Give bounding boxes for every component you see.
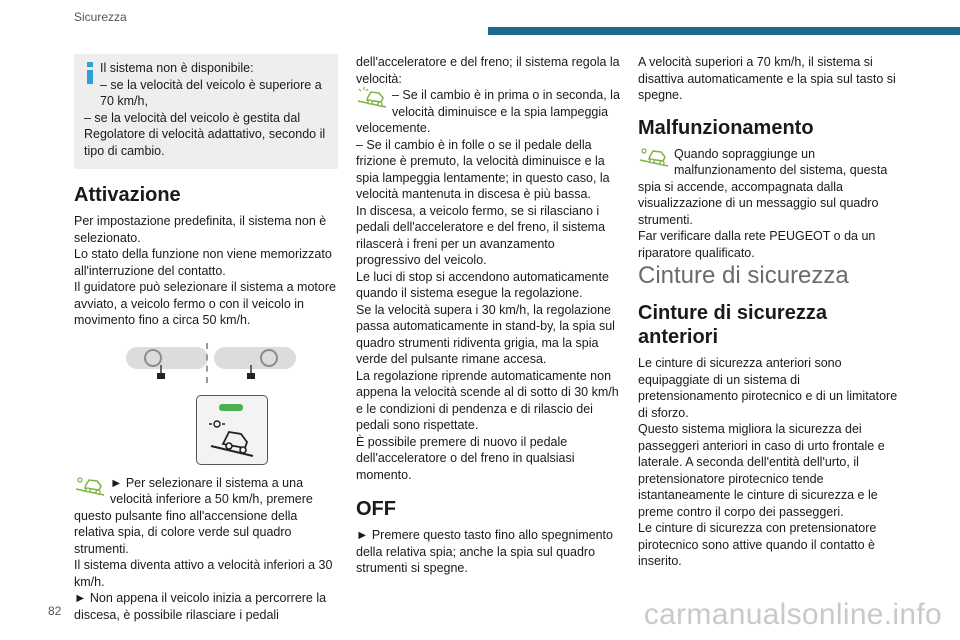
paragraph: dell'acceleratore e del freno; il sistema regola la velocità: <box>356 55 620 86</box>
paragraph: Le luci di stop si accendono automaticamente quando il sistema esegue la regolazione. <box>356 269 609 300</box>
column-3 <box>638 54 902 570</box>
info-line: Il sistema non è disponibile: <box>100 61 254 75</box>
watermark: carmanualsonline.info <box>643 598 942 631</box>
paragraph: – Se il cambio è in prima o in seconda, la velocità diminuisce e la spia lampeggia velocemente. <box>356 88 620 135</box>
paragraph: ► Non appena il veicolo inizia a percorrere la discesa, è possibile rilasciare i pedali <box>74 591 327 622</box>
fault-instruction <box>638 146 902 229</box>
paragraph: In discesa, a veicolo fermo, se si rilasciano i pedali dell'acceleratore e del freno, il sistema rilascerà i freni per un avanzamento progressivo del veicolo. <box>356 203 606 267</box>
paragraph: ► Premere questo tasto fino allo spegnimento della relativa spia; anche la spia sul quadro strumenti si spegne. <box>356 528 613 575</box>
paragraph: Se la velocità supera i 30 km/h, la regolazione passa automaticamente in stand-by, la spia sul quadro strumenti ridiventa grigia, ma la spia verde del pulsante rimane accesa. <box>356 302 615 366</box>
hill-descent-warning-icon <box>74 475 106 497</box>
hill-descent-icon <box>207 416 257 460</box>
hill-descent-button[interactable] <box>196 395 268 465</box>
gear-instruction <box>356 87 620 137</box>
select-instruction <box>74 475 338 558</box>
button-led <box>219 404 243 411</box>
paragraph: Lo stato della funzione non viene memorizzato all'interruzione del contatto. <box>74 247 332 278</box>
steering-wheel-icon <box>260 349 278 367</box>
chapter-title-cinture: Cinture di sicurezza <box>638 262 849 289</box>
paragraph: A velocità superiori a 70 km/h, il sistema si disattiva automaticamente e la spia sul tasto si spegne. <box>638 55 896 102</box>
page-number: 82 <box>48 604 62 618</box>
paragraph: ► Per selezionare il sistema a una velocità inferiore a 50 km/h, premere questo pulsante fino all'accensione della relativa spia, di colore verde sul quadro strumenti. <box>74 475 313 556</box>
paragraph: Questo sistema migliora la sicurezza dei passeggeri anteriori in caso di urto frontale e laterale. A seconda dell'entità dell'urto, il pretensionatore pirotecnico tende istantaneamente le cinture di sicurezza e le preme contro il corpo dei passeggeri. <box>638 422 885 519</box>
paragraph: Quando sopraggiunge un malfunzionamento del sistema, questa spia si accende, accompagnata dalla visualizzazione di un messaggio sul quadro strumenti. <box>638 146 888 227</box>
steering-wheel-control-right <box>214 347 296 369</box>
paragraph: È possibile premere di nuovo il pedale dell'acceleratore o del freno in qualsiasi momento. <box>356 434 575 482</box>
figure-divider <box>206 343 208 383</box>
hill-descent-blinking-icon <box>356 87 388 109</box>
info-box <box>74 54 338 169</box>
steering-wheel-control-left <box>126 347 208 369</box>
paragraph: Le cinture di sicurezza anteriori sono equipaggiate di un sistema di pretensionamento pirotecnico e di un limitatore di sforzo. <box>638 356 898 420</box>
paragraph: Il guidatore può selezionare il sistema a motore avviato, a veicolo fermo o con il veicolo in movimento fino a circa 50 km/h. <box>74 280 336 327</box>
paragraph: – Se il cambio è in folle o se il pedale della frizione è premuto, la velocità diminuisce e la spia lampeggia lentamente; in questo caso, la velocità mantenuta in discesa è più bassa. <box>356 137 610 201</box>
paragraph: Far verificare dalla rete PEUGEOT o da un riparatore qualificato. <box>638 229 876 260</box>
header-accent-bar <box>488 27 960 35</box>
paragraph: Il sistema diventa attivo a velocità inferiori a 30 km/h. <box>74 558 333 589</box>
column-2 <box>356 54 620 577</box>
info-icon <box>86 62 94 84</box>
section-title-off: OFF <box>356 498 396 520</box>
info-line: – se la velocità del veicolo è superiore a 70 km/h, <box>100 77 322 108</box>
dashboard-switch-figure <box>74 343 338 387</box>
section-title-attivazione: Attivazione <box>74 184 181 206</box>
section-title-malfunzionamento: Malfunzionamento <box>638 116 814 139</box>
header-section-title: Sicurezza <box>74 10 127 24</box>
section-title-cinture-anteriori: Cinture di sicurezza anteriori <box>638 302 827 348</box>
hill-descent-fault-icon <box>638 146 670 168</box>
paragraph: La regolazione riprende automaticamente non appena la velocità scende al di sotto di 30 km/h e le condizioni di pendenza e di rilascio dei pedali sono rispettate. <box>356 368 619 432</box>
paragraph: Le cinture di sicurezza con pretensionatore pirotecnico sono attive quando il contatto è inserito. <box>638 521 877 568</box>
info-line: – se la velocità del veicolo è gestita dal Regolatore di velocità adattativo, secondo il tipo di cambio. <box>84 110 326 158</box>
column-1 <box>74 54 338 623</box>
paragraph: Per impostazione predefinita, il sistema non è selezionato. <box>74 214 327 245</box>
